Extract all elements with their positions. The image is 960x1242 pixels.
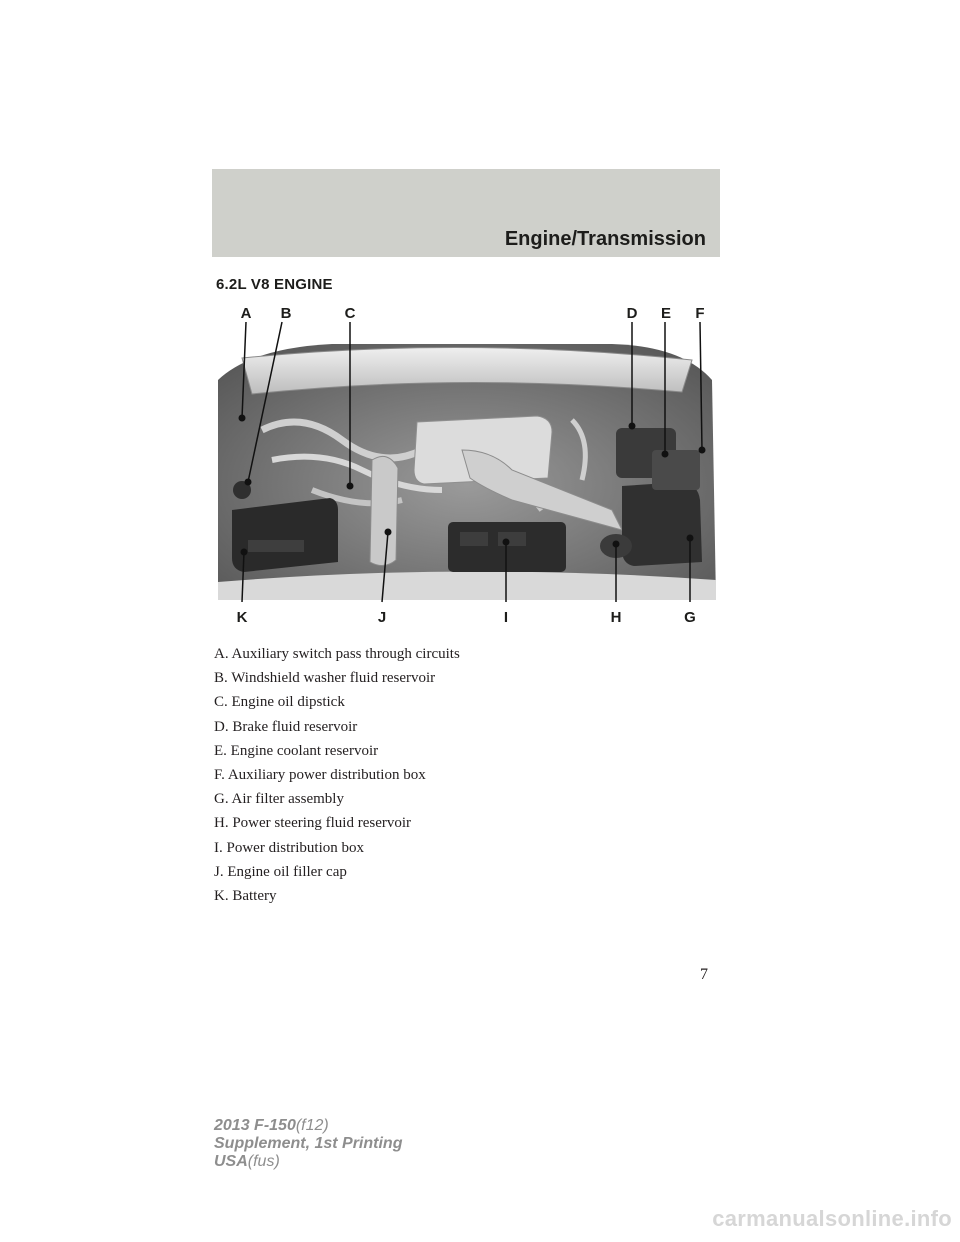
legend-item: A. Auxiliary switch pass through circuits xyxy=(214,646,460,662)
footer-line-3 xyxy=(214,1153,402,1171)
page-number: 7 xyxy=(700,966,708,983)
legend-item: G. Air filter assembly xyxy=(214,791,344,808)
footer-market-code: (fus) xyxy=(247,1153,280,1170)
callout-j: J xyxy=(377,609,387,626)
callout-g: G xyxy=(684,609,696,626)
engine-illustration xyxy=(212,300,720,630)
callout-b: B xyxy=(280,305,292,322)
site-watermark: carmanualsonline.info xyxy=(712,1206,952,1231)
legend-item: K. Battery xyxy=(214,887,277,904)
callout-h: H xyxy=(610,609,622,626)
footer-line-1 xyxy=(214,1117,402,1135)
footer-line-2: Supplement, 1st Printing xyxy=(214,1135,403,1152)
legend-item: F. Auxiliary power distribution box xyxy=(214,766,426,783)
legend-item: B. Windshield washer fluid reservoir xyxy=(214,670,436,687)
footer-model: 2013 F-150 xyxy=(214,1117,296,1134)
component-legend xyxy=(214,642,460,908)
callout-f: F xyxy=(695,305,705,322)
chapter-title: Engine/Transmission xyxy=(504,228,706,250)
callout-i: I xyxy=(503,609,509,626)
footer-market: USA xyxy=(214,1153,248,1170)
callout-d: D xyxy=(626,305,638,322)
legend-item: E. Engine coolant reservoir xyxy=(214,742,379,759)
chapter-header-band xyxy=(212,169,720,257)
legend-item: D. Brake fluid reservoir xyxy=(214,718,358,735)
document-footer xyxy=(214,1117,402,1171)
callout-c: C xyxy=(344,305,356,322)
callout-e: E xyxy=(660,305,672,322)
section-heading: 6.2L V8 ENGINE xyxy=(216,276,333,293)
legend-item: H. Power steering fluid reservoir xyxy=(214,815,412,832)
callout-k: K xyxy=(236,609,248,626)
legend-item: C. Engine oil dipstick xyxy=(214,694,345,711)
callout-a: A xyxy=(240,305,252,322)
legend-item: J. Engine oil filler cap xyxy=(214,863,347,880)
engine-compartment-figure xyxy=(212,300,720,630)
footer-model-code: (f12) xyxy=(295,1117,329,1134)
legend-item: I. Power distribution box xyxy=(214,839,364,856)
